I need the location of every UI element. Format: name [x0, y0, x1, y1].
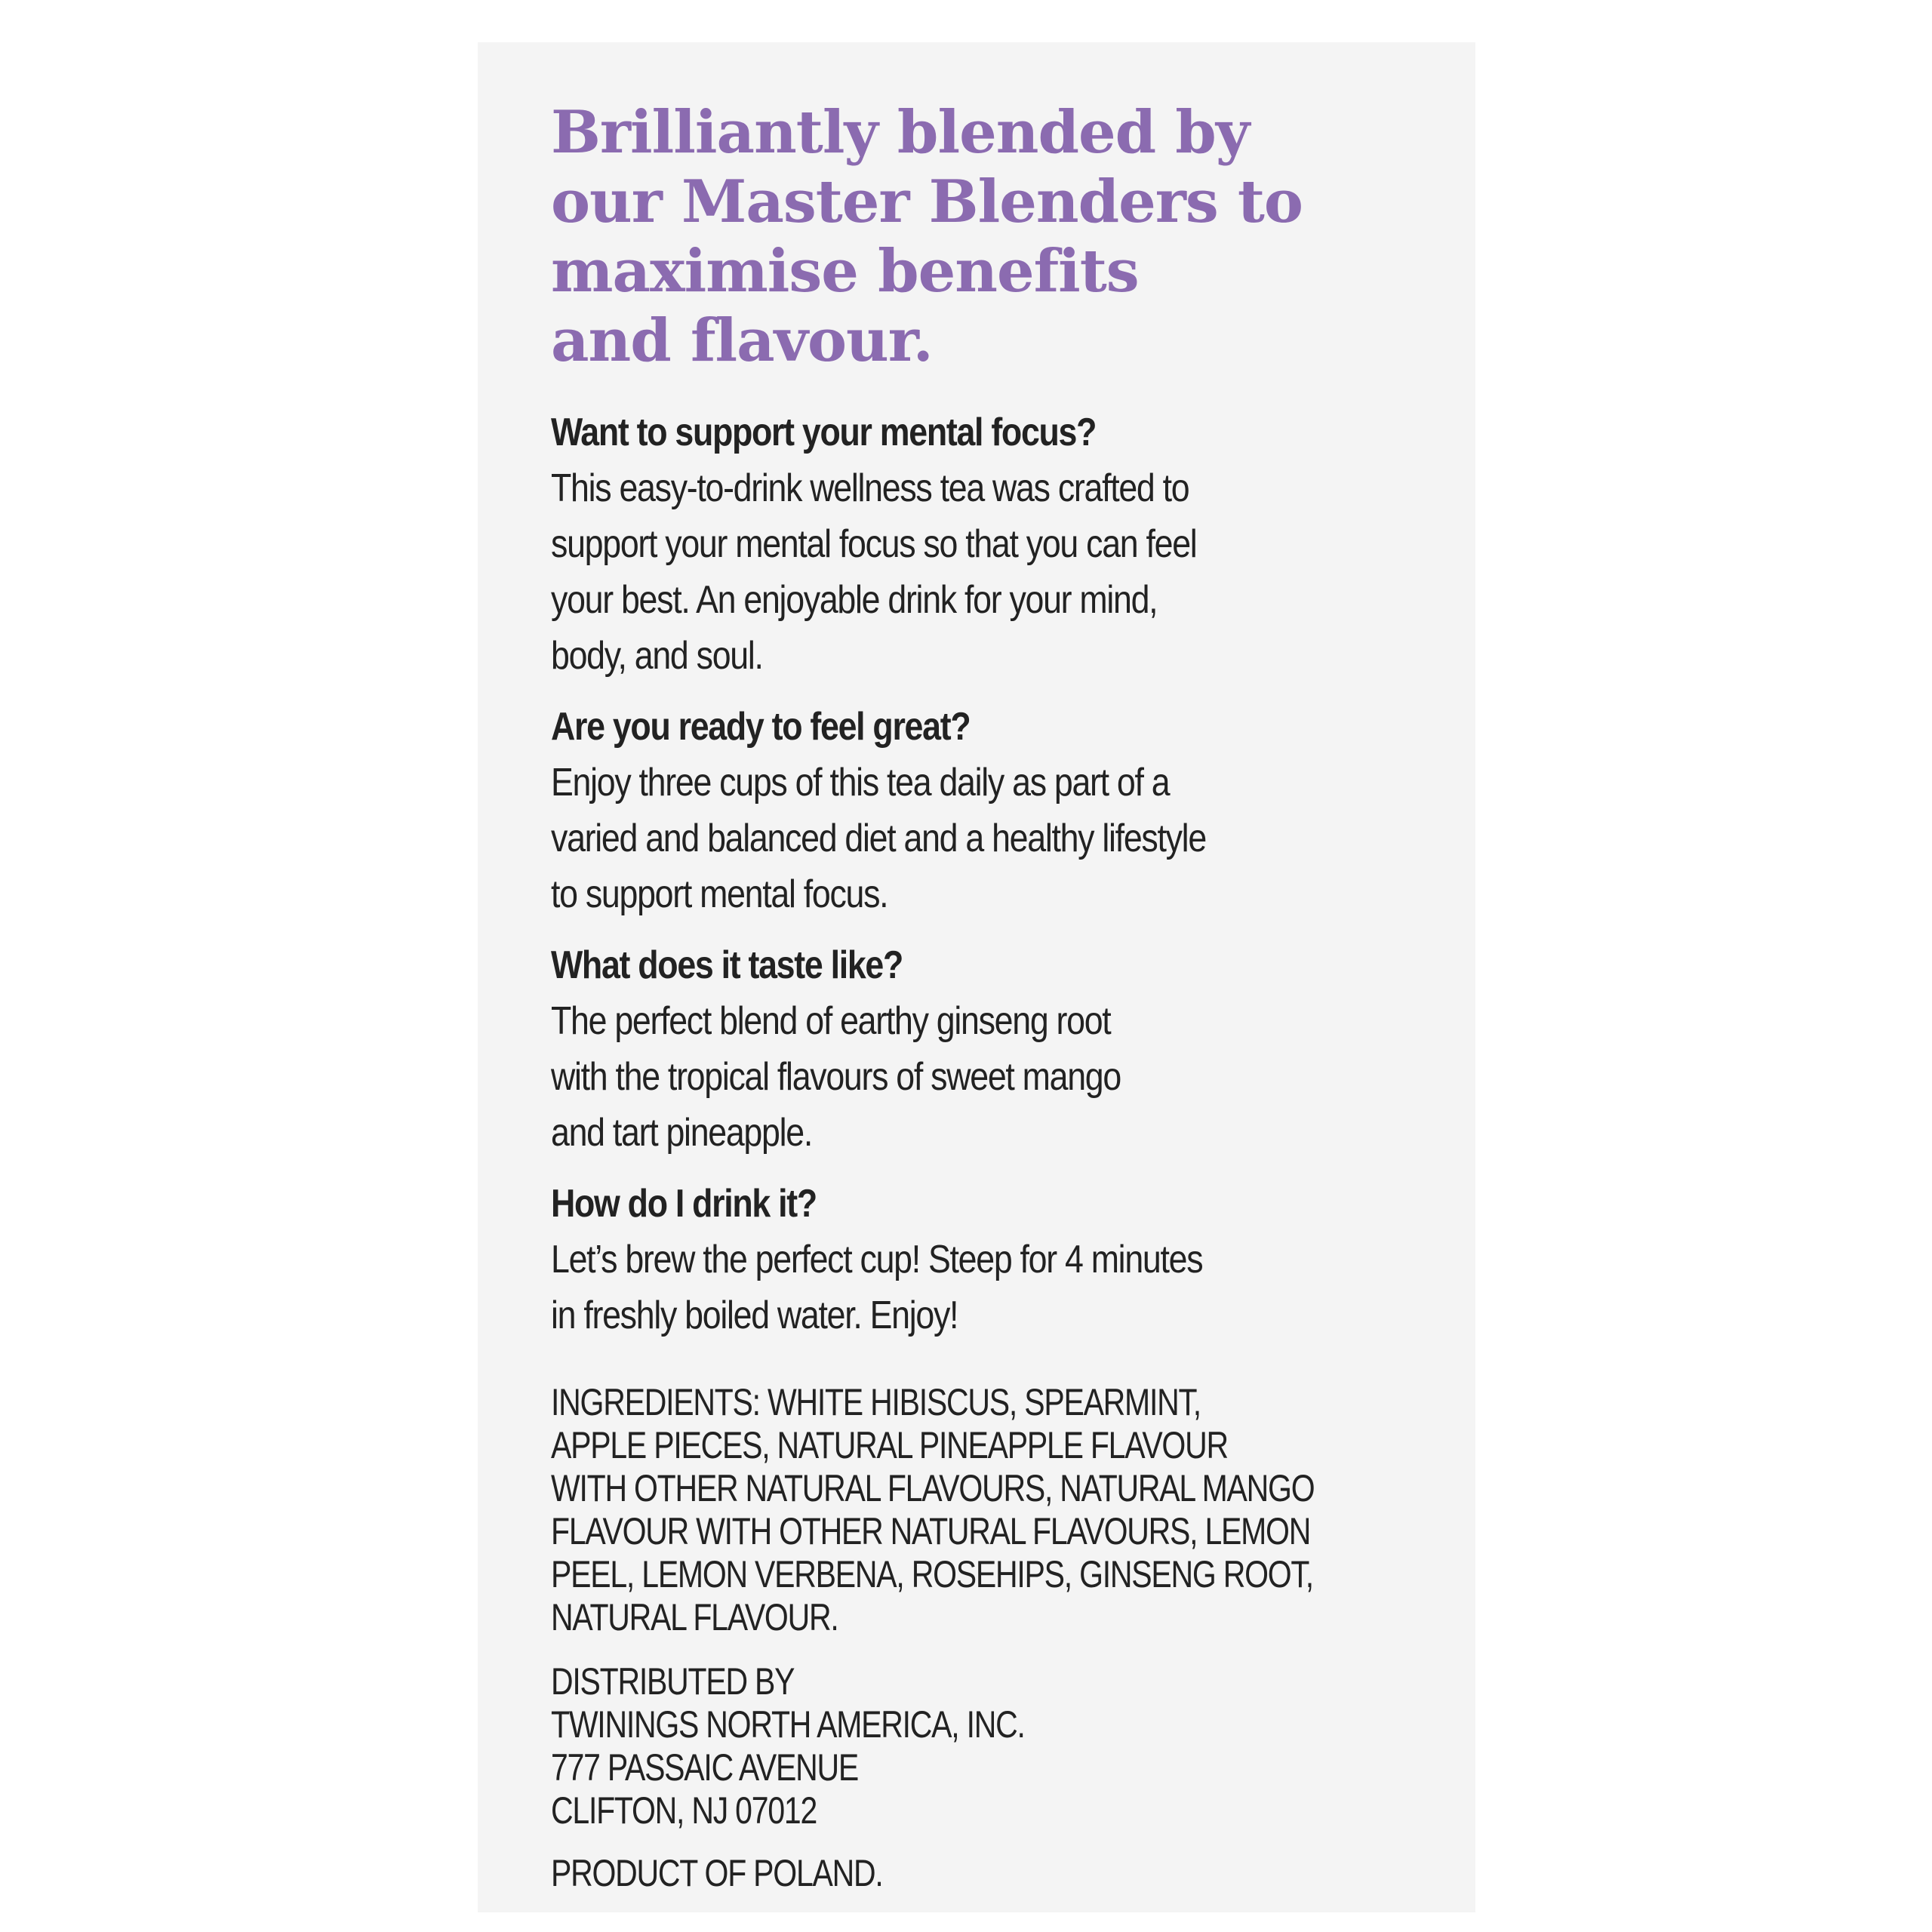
faq-question: Are you ready to feel great?	[551, 705, 971, 749]
faq-answer: Let’s brew the perfect cup! Steep for 4 minutes in freshly boiled water. Enjoy!	[551, 1238, 1203, 1337]
faq-answer: This easy-to-drink wellness tea was crafted to support your mental focus so that you can feel your best. An enjoyable drink for your mind, body, and soul.	[551, 466, 1197, 678]
faq-question: What does it taste like?	[551, 943, 903, 987]
faq-section-taste	[551, 937, 1404, 1161]
faq-answer: The perfect blend of earthy ginseng root with the tropical flavours of sweet mango and tart pineapple.	[551, 999, 1121, 1155]
faq-section-drink	[551, 1176, 1404, 1343]
country-of-origin: PRODUCT OF POLAND.	[551, 1852, 883, 1894]
faq-question: Want to support your mental focus?	[551, 411, 1097, 454]
faq-question: How do I drink it?	[551, 1182, 817, 1226]
distributor-address: DISTRIBUTED BY TWININGS NORTH AMERICA, INC. 777 PASSAIC AVENUE CLIFTON, NJ 07012	[551, 1660, 1025, 1832]
faq-section-focus	[551, 405, 1404, 684]
panel-content	[551, 98, 1404, 1895]
faq-answer: Enjoy three cups of this tea daily as part of a varied and balanced diet and a healthy lifestyle to support mental focus.	[551, 761, 1206, 916]
headline: Brilliantly blended by our Master Blenders to maximise benefits and flavour.	[551, 98, 1303, 375]
faq-section-feel-great	[551, 699, 1404, 922]
ingredients-list: INGREDIENTS: WHITE HIBISCUS, SPEARMINT, APPLE PIECES, NATURAL PINEAPPLE FLAVOUR WITH OTHER NATURAL FLAVOURS, NATURAL MANGO FLAVOUR WITH OTHER NATURAL FLAVOURS, LEMON PEEL, LEMON VERBENA, ROSEHIPS, GINSENG ROOT, NATURAL FLAVOUR.	[551, 1381, 1315, 1638]
package-panel	[478, 42, 1475, 1912]
